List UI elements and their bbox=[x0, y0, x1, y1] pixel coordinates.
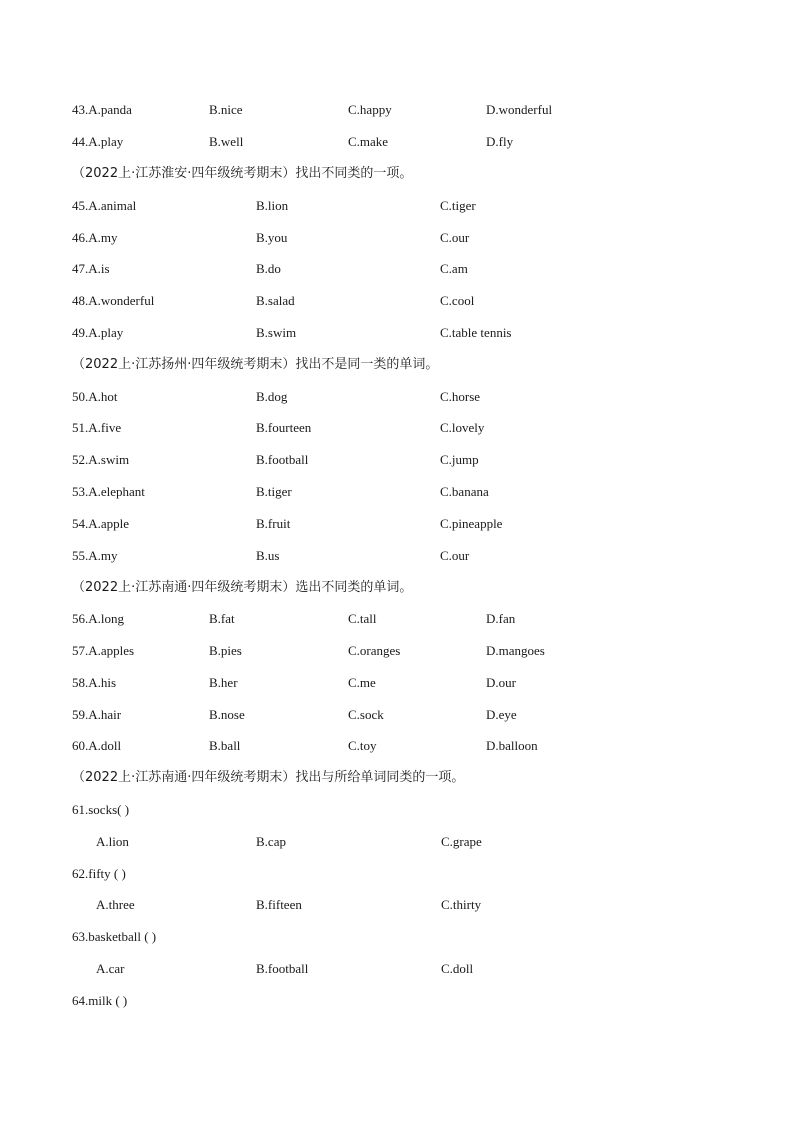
option-a: 55.A.my bbox=[72, 548, 118, 563]
section-heading-yangzhou: （2022上·江苏扬州·四年级统考期末）找出不是同一类的单词。 bbox=[72, 357, 439, 372]
option-a: A.car bbox=[96, 961, 125, 976]
option-a: 56.A.long bbox=[72, 611, 124, 626]
section-heading-huaian: （2022上·江苏淮安·四年级统考期末）找出不同类的一项。 bbox=[72, 166, 413, 181]
option-c: C.horse bbox=[440, 389, 481, 404]
option-a: 60.A.doll bbox=[72, 738, 122, 753]
section-heading-nantong-1: （2022上·江苏南通·四年级统考期末）选出不同类的单词。 bbox=[72, 580, 413, 595]
option-c: C.toy bbox=[348, 738, 377, 753]
option-a: A.lion bbox=[96, 834, 129, 849]
option-b: B.nose bbox=[209, 707, 245, 722]
option-b: B.cap bbox=[256, 834, 286, 849]
option-b: B.fourteen bbox=[256, 420, 312, 435]
option-b: B.do bbox=[256, 261, 281, 276]
section-heading-nantong-2: （2022上·江苏南通·四年级统考期末）找出与所给单词同类的一项。 bbox=[72, 770, 465, 785]
option-b: B.pies bbox=[209, 643, 242, 658]
option-b: B.dog bbox=[256, 389, 288, 404]
option-c: C.our bbox=[440, 548, 470, 563]
option-a: 44.A.play bbox=[72, 134, 124, 149]
option-b: B.lion bbox=[256, 198, 289, 213]
option-b: B.salad bbox=[256, 293, 295, 308]
option-a: 52.A.swim bbox=[72, 452, 130, 467]
option-b: B.nice bbox=[209, 102, 243, 117]
option-b: B.us bbox=[256, 548, 280, 563]
option-b: B.football bbox=[256, 452, 309, 467]
option-c: C.doll bbox=[441, 961, 474, 976]
option-c: C.our bbox=[440, 230, 470, 245]
option-a: 50.A.hot bbox=[72, 389, 118, 404]
option-b: B.football bbox=[256, 961, 309, 976]
option-b: B.fat bbox=[209, 611, 235, 626]
option-c: C.am bbox=[440, 261, 468, 276]
option-b: B.swim bbox=[256, 325, 297, 340]
stem-text: 62.fifty ( ) bbox=[72, 866, 126, 881]
option-b: B.her bbox=[209, 675, 238, 690]
option-a: 59.A.hair bbox=[72, 707, 122, 722]
option-b: B.well bbox=[209, 134, 244, 149]
option-a: 54.A.apple bbox=[72, 516, 130, 531]
option-a: 45.A.animal bbox=[72, 198, 137, 213]
option-c: C.jump bbox=[440, 452, 479, 467]
option-a: 46.A.my bbox=[72, 230, 118, 245]
option-c: C.thirty bbox=[441, 897, 482, 912]
option-c: C.pineapple bbox=[440, 516, 503, 531]
option-a: 49.A.play bbox=[72, 325, 124, 340]
option-a: 47.A.is bbox=[72, 261, 110, 276]
option-c: C.banana bbox=[440, 484, 489, 499]
option-c: C.happy bbox=[348, 102, 392, 117]
option-d: D.fan bbox=[486, 611, 516, 626]
stem-text: 63.basketball ( ) bbox=[72, 929, 157, 944]
option-d: D.fly bbox=[486, 134, 514, 149]
option-b: B.tiger bbox=[256, 484, 292, 499]
option-a: 48.A.wonderful bbox=[72, 293, 155, 308]
option-c: C.sock bbox=[348, 707, 384, 722]
option-d: D.eye bbox=[486, 707, 517, 722]
option-c: C.tall bbox=[348, 611, 377, 626]
option-a: 43.A.panda bbox=[72, 102, 132, 117]
option-a: 53.A.elephant bbox=[72, 484, 145, 499]
option-a: 57.A.apples bbox=[72, 643, 135, 658]
option-b: B.ball bbox=[209, 738, 241, 753]
option-c: C.tiger bbox=[440, 198, 476, 213]
option-a: 51.A.five bbox=[72, 420, 122, 435]
option-b: B.fruit bbox=[256, 516, 291, 531]
option-a: 58.A.his bbox=[72, 675, 117, 690]
option-c: C.lovely bbox=[440, 420, 485, 435]
option-b: B.you bbox=[256, 230, 288, 245]
option-d: D.wonderful bbox=[486, 102, 553, 117]
option-c: C.grape bbox=[441, 834, 482, 849]
option-b: B.fifteen bbox=[256, 897, 302, 912]
stem-text: 61.socks( ) bbox=[72, 802, 130, 817]
option-c: C.table tennis bbox=[440, 325, 512, 340]
option-c: C.oranges bbox=[348, 643, 401, 658]
option-c: C.cool bbox=[440, 293, 475, 308]
option-d: D.our bbox=[486, 675, 516, 690]
option-c: C.make bbox=[348, 134, 389, 149]
option-c: C.me bbox=[348, 675, 376, 690]
stem-text: 64.milk ( ) bbox=[72, 993, 128, 1008]
option-a: A.three bbox=[96, 897, 135, 912]
option-d: D.balloon bbox=[486, 738, 538, 753]
option-d: D.mangoes bbox=[486, 643, 545, 658]
